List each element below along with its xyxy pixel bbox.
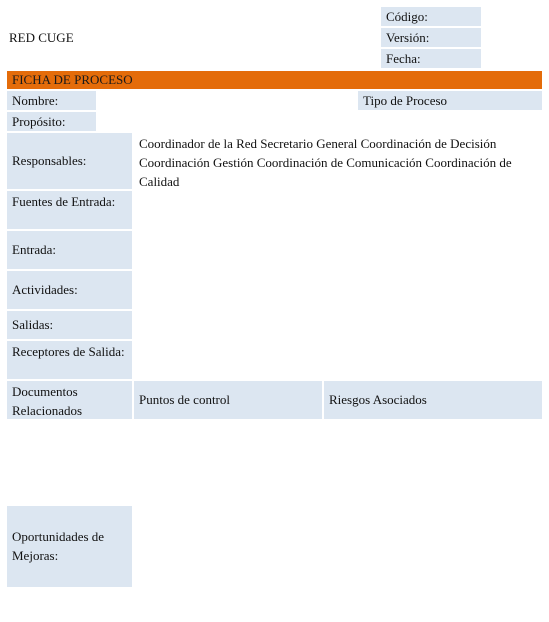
associated-risks-label: Riesgos Asociados — [324, 381, 542, 419]
organization-name: RED CUGE — [9, 30, 74, 45]
input-sources-label: Fuentes de Entrada: — [7, 191, 132, 229]
process-type-label: Tipo de Proceso — [358, 91, 542, 110]
input-label: Entrada: — [7, 231, 132, 269]
control-points-label: Puntos de control — [134, 381, 322, 419]
related-documents-label: Documentos Relacionados — [7, 381, 132, 419]
version-label: Versión: — [381, 28, 481, 47]
outputs-label: Salidas: — [7, 311, 132, 339]
responsibles-label: Responsables: — [7, 133, 132, 189]
responsibles-value: Coordinador de la Red Secretario General Coordinación de Decisión Coordinación Gestión Coordinación de Comunicación Coordinación de Calidad — [139, 136, 512, 189]
form-title-banner: FICHA DE PROCESO — [7, 71, 542, 89]
date-label: Fecha: — [381, 49, 481, 68]
output-receivers-label: Receptores de Salida: — [7, 341, 132, 379]
activities-label: Actividades: — [7, 271, 132, 309]
code-label: Código: — [381, 7, 481, 26]
name-label: Nombre: — [7, 91, 96, 110]
improvement-opportunities-label: Oportunidades de Mejoras: — [7, 506, 132, 587]
purpose-label: Propósito: — [7, 112, 96, 131]
